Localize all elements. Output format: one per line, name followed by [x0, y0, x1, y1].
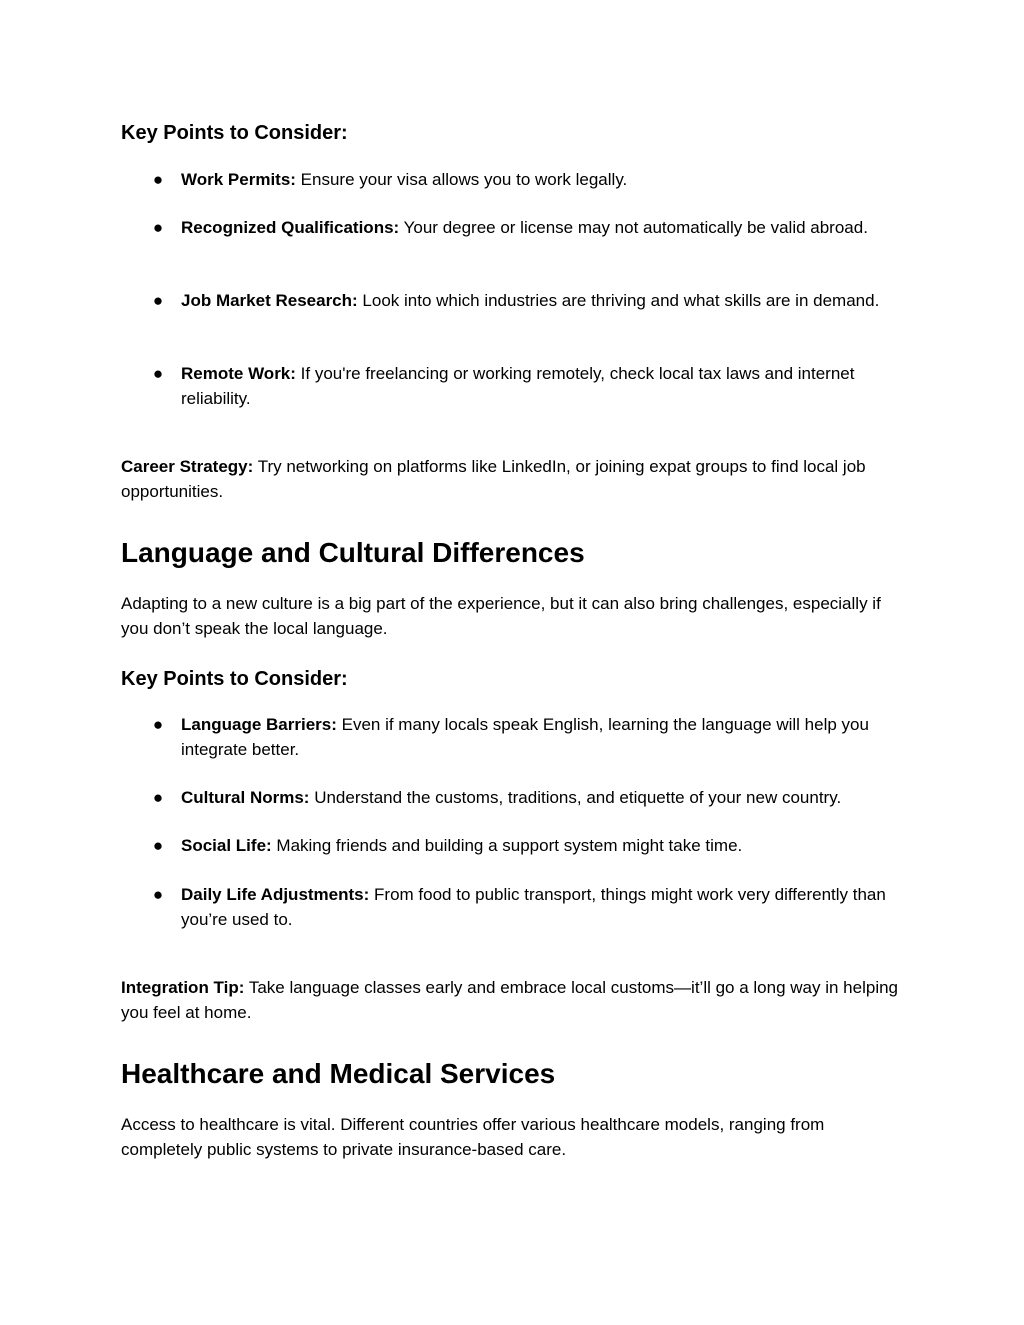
bullet-body: Ensure your visa allows you to work legally.: [295, 170, 628, 189]
bullet-icon: ●: [152, 788, 164, 807]
section-intro: Access to healthcare is vital. Different countries offer various healthcare models, ranging from completely public systems to private insurance-based care.: [121, 1115, 825, 1159]
bullet-icon: ●: [152, 715, 164, 734]
bullet-body: Even if many locals speak English, learning the language will help you integrate better.: [181, 715, 869, 759]
section-subheading: Key Points to Consider:: [121, 122, 348, 144]
tip-body: Take language classes early and embrace local customs—it’ll go a long way in helping you feel at home.: [121, 978, 899, 1022]
career-strategy-tip: [121, 455, 906, 504]
bullet-icon: ●: [152, 218, 164, 237]
tip-label: Career Strategy:: [121, 457, 254, 476]
bullet-body: If you're freelancing or working remotely, check local tax laws and internet reliability.: [181, 364, 855, 408]
bullet-label: Job Market Research:: [181, 291, 358, 310]
bullet-body: Making friends and building a support system might take time.: [271, 836, 743, 855]
bullet-icon: ●: [152, 170, 164, 189]
bullet-icon: ●: [152, 291, 164, 310]
bullet-icon: ●: [152, 885, 164, 904]
bullet-label: Social Life:: [181, 836, 272, 855]
bullet-body: Your degree or license may not automatically be valid abroad.: [399, 218, 868, 237]
bullet-label: Recognized Qualifications:: [181, 218, 400, 237]
bullet-body: Understand the customs, traditions, and etiquette of your new country.: [309, 788, 842, 807]
bullet-icon: ●: [152, 836, 164, 855]
integration-tip: [121, 976, 906, 1025]
bullet-body: From food to public transport, things might work very differently than you’re used to.: [181, 885, 886, 929]
bullet-body: Look into which industries are thriving and what skills are in demand.: [357, 291, 880, 310]
bullet-label: Remote Work:: [181, 364, 296, 383]
bullet-label: Language Barriers:: [181, 715, 337, 734]
tip-label: Integration Tip:: [121, 978, 245, 997]
bullet-label: Cultural Norms:: [181, 788, 310, 807]
section-intro: Adapting to a new culture is a big part of the experience, but it can also bring challenges, especially if you don’t speak the local language.: [121, 594, 881, 638]
section-title: Language and Cultural Differences: [121, 537, 585, 568]
bullet-label: Work Permits:: [181, 170, 296, 189]
section-title: Healthcare and Medical Services: [121, 1058, 556, 1089]
bullet-icon: ●: [152, 364, 164, 383]
tip-body: Try networking on platforms like LinkedIn, or joining expat groups to find local job opportunities.: [121, 457, 866, 501]
section-subheading: Key Points to Consider:: [121, 668, 348, 690]
bullet-label: Daily Life Adjustments:: [181, 885, 370, 904]
